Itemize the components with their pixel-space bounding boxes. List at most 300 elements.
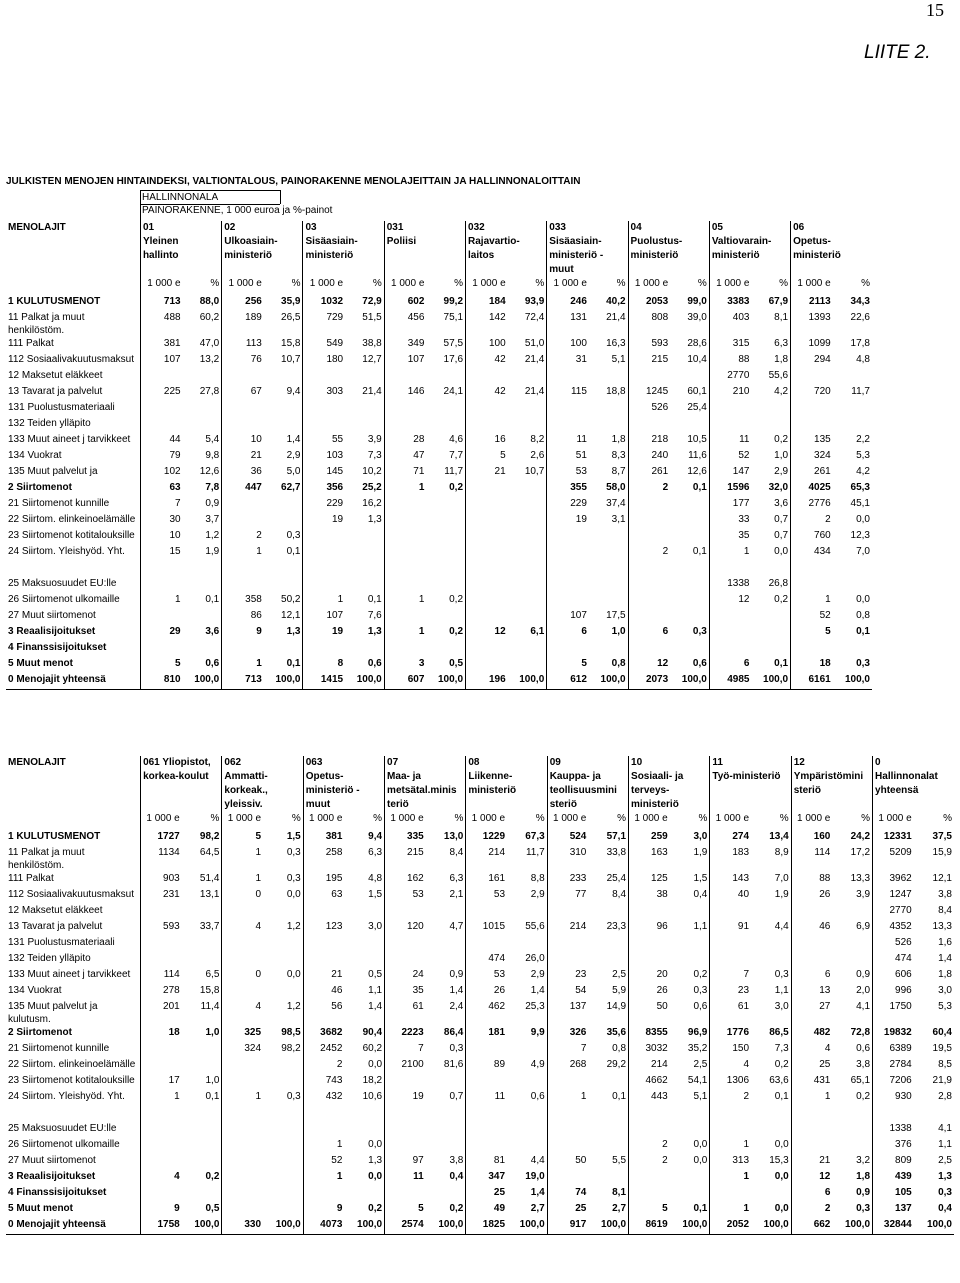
- percent-cell: [263, 1138, 303, 1154]
- value-cell: 713: [140, 295, 182, 311]
- column-header: Hallinnonalat: [873, 770, 954, 784]
- percent-cell: 8,3: [611, 450, 626, 461]
- value-cell: 760: [791, 529, 833, 545]
- value-cell: 18: [141, 1026, 182, 1042]
- percent-cell: 0,1: [692, 546, 707, 557]
- table-row: [6, 577, 872, 593]
- row-label: 131 Puolustusmateriaali: [6, 936, 141, 952]
- percent-cell: 0,1: [692, 482, 707, 493]
- value-cell: 1: [710, 1202, 751, 1218]
- value-cell: [141, 1106, 182, 1122]
- value-cell: 474: [466, 952, 507, 968]
- percent-cell: 6,9: [856, 921, 871, 932]
- table-row: [6, 337, 872, 353]
- value-cell: 1099: [791, 337, 833, 353]
- percent-cell: 0,0: [774, 1203, 789, 1214]
- table-row: [6, 311, 872, 337]
- value-cell: 102: [140, 465, 182, 481]
- percent-cell: [589, 529, 628, 545]
- value-cell: 482: [791, 1026, 832, 1042]
- percent-cell: [507, 936, 547, 952]
- table-row: [6, 1122, 954, 1138]
- value-cell: 3032: [629, 1042, 670, 1058]
- value-cell: 42: [466, 353, 508, 369]
- value-cell: 1338: [873, 1122, 914, 1138]
- percent-cell: 0,3: [286, 847, 301, 858]
- row-label: 24 Siirtom. Yleishyöd. Yht.: [6, 1090, 141, 1106]
- value-cell: [303, 577, 345, 593]
- value-cell: 2: [629, 1154, 670, 1170]
- percent-cell: 7,3: [367, 450, 382, 461]
- percent-cell: [508, 481, 547, 497]
- value-cell: 180: [303, 353, 345, 369]
- value-cell: [547, 1122, 588, 1138]
- column-header: 06: [791, 221, 872, 235]
- value-cell: 29: [140, 625, 182, 641]
- table-row: [6, 529, 872, 545]
- percent-cell: 2,9: [774, 466, 789, 477]
- percent-cell: 9,4: [286, 386, 301, 397]
- percent-cell: 0,3: [938, 1187, 952, 1198]
- value-cell: 9: [303, 1202, 344, 1218]
- row-label: 13 Tavarat ja palvelut: [6, 385, 140, 401]
- column-header: muut: [303, 798, 384, 812]
- value-cell: [140, 609, 182, 625]
- percent-cell: 1,5: [693, 873, 708, 884]
- value-cell: [709, 625, 751, 641]
- row-label: 12 Maksetut eläkkeet: [6, 904, 141, 920]
- percent-cell: 4,1: [938, 1123, 952, 1134]
- column-header: [873, 798, 954, 812]
- value-cell: [466, 609, 508, 625]
- percent-cell: 98,2: [199, 831, 220, 842]
- percent-cell: 100,0: [588, 1218, 628, 1235]
- value-cell: [629, 1122, 670, 1138]
- percent-cell: [588, 936, 628, 952]
- value-cell: [709, 609, 751, 625]
- percent-cell: 0,5: [449, 658, 464, 669]
- column-header: korkeak.,: [222, 784, 303, 798]
- column-header: yleissiv.: [222, 798, 303, 812]
- value-cell: 809: [873, 1154, 914, 1170]
- unit-label-percent: %: [210, 278, 220, 289]
- value-cell: 2452: [303, 1042, 344, 1058]
- value-cell: [547, 529, 589, 545]
- value-cell: 71: [384, 465, 426, 481]
- value-cell: 662: [791, 1218, 832, 1235]
- percent-cell: [751, 1186, 791, 1202]
- value-cell: 1: [140, 593, 182, 609]
- percent-cell: 27,8: [199, 386, 220, 397]
- value-cell: [303, 952, 344, 968]
- value-cell: 3682: [303, 1026, 344, 1042]
- value-cell: [628, 513, 670, 529]
- percent-cell: 72,4: [524, 312, 545, 323]
- row-label: 27 Muut siirtomenot: [6, 1154, 141, 1170]
- column-header: 07: [385, 756, 466, 770]
- value-cell: [466, 401, 508, 417]
- value-cell: [222, 401, 264, 417]
- value-cell: 313: [710, 1154, 751, 1170]
- percent-cell: [588, 1122, 628, 1138]
- percent-cell: 2,9: [286, 450, 301, 461]
- table-2: [6, 756, 954, 1235]
- value-cell: 1: [141, 1090, 182, 1106]
- percent-cell: 2,6: [530, 450, 545, 461]
- percent-cell: 0,6: [693, 1001, 708, 1012]
- value-cell: 356: [303, 481, 345, 497]
- corner-blank: [6, 235, 140, 249]
- percent-cell: [507, 904, 547, 920]
- percent-cell: 8,5: [938, 1059, 952, 1070]
- column-header: [140, 263, 221, 277]
- percent-cell: 4,1: [856, 1001, 871, 1012]
- value-cell: [385, 1074, 426, 1090]
- value-cell: 713: [222, 673, 264, 690]
- percent-cell: [588, 1170, 628, 1186]
- percent-cell: 3,9: [367, 434, 382, 445]
- percent-cell: 47,0: [199, 338, 220, 349]
- column-header: teollisuusmini: [547, 784, 628, 798]
- value-cell: 294: [791, 353, 833, 369]
- value-cell: [303, 936, 344, 952]
- unit-label-percent: %: [210, 813, 220, 824]
- percent-cell: 4,2: [774, 386, 789, 397]
- header-rule-top: [140, 190, 280, 191]
- value-cell: [222, 1154, 263, 1170]
- value-cell: 105: [873, 1186, 914, 1202]
- unit-label-percent: %: [291, 813, 301, 824]
- value-cell: [547, 1138, 588, 1154]
- unit-label-euro: 1 000 e: [709, 277, 751, 295]
- value-cell: 2: [710, 1090, 751, 1106]
- percent-cell: 5,3: [938, 1001, 952, 1012]
- percent-cell: [426, 1106, 466, 1122]
- percent-cell: 2,5: [612, 969, 627, 980]
- percent-cell: 11,4: [200, 1001, 220, 1012]
- value-cell: [628, 497, 670, 513]
- percent-cell: [588, 1138, 628, 1154]
- value-cell: 274: [710, 830, 751, 846]
- value-cell: 1: [791, 593, 833, 609]
- percent-cell: 5,1: [693, 1091, 708, 1102]
- column-header: terveys-: [629, 784, 710, 798]
- value-cell: 13: [791, 984, 832, 1000]
- value-cell: [141, 936, 182, 952]
- percent-cell: 13,3: [850, 873, 871, 884]
- value-cell: 125: [629, 872, 670, 888]
- value-cell: 210: [709, 385, 751, 401]
- value-cell: [466, 1138, 507, 1154]
- value-cell: [710, 1122, 751, 1138]
- percent-cell: 0,4: [938, 1203, 952, 1214]
- percent-cell: 0,0: [693, 1155, 708, 1166]
- percent-cell: 17,6: [443, 354, 464, 365]
- value-cell: 1: [222, 1090, 263, 1106]
- value-cell: 4: [141, 1170, 182, 1186]
- column-header: Sisäasiain-: [547, 235, 628, 249]
- percent-cell: 2,9: [530, 969, 545, 980]
- value-cell: 147: [709, 465, 751, 481]
- row-label: 25 Maksuosuudet EU:lle: [6, 577, 140, 593]
- value-cell: [628, 529, 670, 545]
- value-cell: [140, 577, 182, 593]
- value-cell: 11: [547, 433, 589, 449]
- column-header: [303, 263, 384, 277]
- table-row: [6, 1000, 954, 1026]
- percent-cell: 100,0: [751, 1218, 791, 1235]
- percent-cell: [751, 401, 790, 417]
- percent-cell: [264, 641, 303, 657]
- percent-cell: 26,8: [768, 578, 789, 589]
- value-cell: 123: [303, 920, 344, 936]
- percent-cell: [589, 593, 628, 609]
- percent-cell: [426, 609, 465, 625]
- percent-cell: 62,7: [281, 482, 301, 493]
- percent-cell: 17,8: [850, 338, 870, 349]
- value-cell: 15: [140, 545, 182, 561]
- value-cell: 12: [791, 1170, 832, 1186]
- value-cell: 11: [385, 1170, 426, 1186]
- value-cell: 8355: [629, 1026, 670, 1042]
- value-cell: 231: [141, 888, 182, 904]
- value-cell: 142: [466, 311, 508, 337]
- percent-cell: 0,0: [856, 514, 870, 525]
- value-cell: 19: [385, 1090, 426, 1106]
- percent-cell: 0,0: [774, 546, 789, 557]
- value-cell: 2: [628, 545, 670, 561]
- percent-cell: [833, 561, 872, 577]
- percent-cell: [263, 984, 303, 1000]
- percent-cell: 0,3: [692, 626, 707, 637]
- value-cell: 474: [873, 952, 914, 968]
- value-cell: [385, 904, 426, 920]
- percent-cell: 2,2: [856, 434, 870, 445]
- percent-cell: 35,9: [281, 296, 301, 307]
- value-cell: 6: [791, 1186, 832, 1202]
- percent-cell: 13,4: [769, 831, 789, 842]
- percent-cell: 1,4: [286, 434, 301, 445]
- row-label: 1 KULUTUSMENOT: [6, 295, 140, 311]
- column-header: [710, 784, 791, 798]
- value-cell: 63: [140, 481, 182, 497]
- table-1: [6, 221, 872, 690]
- value-cell: 1: [384, 593, 426, 609]
- value-cell: 21: [466, 465, 508, 481]
- percent-cell: [589, 401, 628, 417]
- value-cell: [791, 641, 833, 657]
- percent-cell: [588, 1106, 628, 1122]
- table-row: [6, 465, 872, 481]
- value-cell: [466, 1106, 507, 1122]
- percent-cell: 100,0: [182, 1218, 222, 1235]
- value-cell: 261: [628, 465, 670, 481]
- percent-cell: [263, 904, 303, 920]
- value-cell: [222, 577, 264, 593]
- value-cell: [709, 417, 751, 433]
- value-cell: [547, 417, 589, 433]
- percent-cell: [751, 1106, 791, 1122]
- value-cell: [384, 529, 426, 545]
- row-label: 5 Muut menot: [6, 657, 140, 673]
- percent-cell: 75,1: [443, 312, 464, 323]
- percent-cell: [751, 904, 791, 920]
- value-cell: [466, 904, 507, 920]
- unit-label-euro: 1 000 e: [628, 277, 670, 295]
- value-cell: [466, 513, 508, 529]
- value-cell: [222, 417, 264, 433]
- value-cell: 6389: [873, 1042, 914, 1058]
- value-cell: [547, 593, 589, 609]
- value-cell: [709, 641, 751, 657]
- value-cell: [303, 561, 345, 577]
- row-label: 133 Muut aineet j tarvikkeet: [6, 433, 140, 449]
- percent-cell: [183, 401, 222, 417]
- value-cell: 114: [141, 968, 182, 984]
- value-cell: 146: [384, 385, 426, 401]
- value-cell: [141, 1154, 182, 1170]
- value-cell: 5: [385, 1202, 426, 1218]
- percent-cell: 16,3: [606, 338, 626, 349]
- percent-cell: 1,8: [938, 969, 952, 980]
- value-cell: [629, 952, 670, 968]
- table-row: [6, 1026, 954, 1042]
- percent-cell: [670, 1186, 710, 1202]
- value-cell: 137: [873, 1202, 914, 1218]
- percent-cell: [263, 952, 303, 968]
- percent-cell: 7,0: [856, 546, 870, 557]
- value-cell: 196: [466, 673, 508, 690]
- column-header: 0: [873, 756, 954, 770]
- percent-cell: 0,1: [774, 1091, 789, 1102]
- percent-cell: 1,9: [774, 889, 789, 900]
- percent-cell: [426, 369, 465, 385]
- value-cell: 24: [385, 968, 426, 984]
- percent-cell: 3,6: [774, 498, 789, 509]
- percent-cell: 10,4: [687, 354, 707, 365]
- unit-label-percent: %: [616, 278, 626, 289]
- percent-cell: 93,9: [524, 296, 545, 307]
- percent-cell: [345, 417, 384, 433]
- value-cell: 9: [222, 625, 264, 641]
- table-row: [6, 846, 954, 872]
- value-cell: 100: [466, 337, 508, 353]
- value-cell: 6161: [791, 673, 833, 690]
- table-row: [6, 401, 872, 417]
- percent-cell: 11,6: [688, 450, 707, 461]
- row-label: 26 Siirtomenot ulkomaille: [6, 593, 140, 609]
- value-cell: [466, 481, 508, 497]
- percent-cell: [588, 1074, 628, 1090]
- value-cell: [303, 401, 345, 417]
- percent-cell: 45,1: [850, 498, 870, 509]
- percent-cell: 17,2: [850, 847, 871, 858]
- percent-cell: 11,7: [525, 847, 545, 858]
- row-label: 5 Muut menot: [6, 1202, 141, 1218]
- column-header: 031: [384, 221, 465, 235]
- value-cell: 225: [140, 385, 182, 401]
- table-row: [6, 433, 872, 449]
- percent-cell: 0,6: [205, 658, 220, 669]
- percent-cell: 0,0: [368, 1171, 383, 1182]
- document-title: JULKISTEN MENOJEN HINTAINDEKSI, VALTIONTALOUS, PAINORAKENNE MENOLAJEITTAIN JA HALLINNONALOITTAIN: [6, 176, 581, 187]
- value-cell: 2: [629, 1138, 670, 1154]
- percent-cell: 0,3: [774, 969, 789, 980]
- percent-cell: 29,2: [606, 1059, 627, 1070]
- value-cell: 2052: [710, 1218, 751, 1235]
- column-header: ministeriö: [628, 249, 709, 263]
- unit-label-euro: 1 000 e: [140, 277, 182, 295]
- percent-cell: [426, 1186, 466, 1202]
- percent-cell: 0,2: [856, 1091, 871, 1102]
- percent-cell: [345, 577, 384, 593]
- percent-cell: 1,1: [938, 1139, 952, 1150]
- row-label: 23 Siirtomenot kotitalouksille: [6, 529, 140, 545]
- percent-cell: 0,2: [693, 969, 708, 980]
- percent-cell: 1,2: [286, 921, 301, 932]
- unit-label-euro: 1 000 e: [303, 277, 345, 295]
- value-cell: 38: [629, 888, 670, 904]
- percent-cell: [182, 904, 222, 920]
- percent-cell: 12,7: [362, 354, 382, 365]
- value-cell: 743: [303, 1074, 344, 1090]
- value-cell: 35: [385, 984, 426, 1000]
- value-cell: 50: [629, 1000, 670, 1026]
- percent-cell: 1,4: [530, 1187, 545, 1198]
- percent-cell: [751, 1122, 791, 1138]
- value-cell: 4: [710, 1058, 751, 1074]
- percent-cell: 0,3: [449, 1043, 464, 1054]
- column-header: Valtiovarain-: [709, 235, 790, 249]
- percent-cell: 5,9: [612, 985, 627, 996]
- row-label: 131 Puolustusmateriaali: [6, 401, 140, 417]
- unit-label-euro: 1 000 e: [222, 277, 264, 295]
- value-cell: 381: [303, 830, 344, 846]
- row-label: 0 Menojajit yhteensä: [6, 1218, 141, 1235]
- table-row: [6, 1042, 954, 1058]
- percent-cell: 0,9: [856, 1187, 871, 1198]
- unit-label-euro: 1 000 e: [141, 812, 182, 830]
- value-cell: 1750: [873, 1000, 914, 1026]
- row-label: 13 Tavarat ja palvelut: [6, 920, 141, 936]
- percent-cell: [344, 904, 384, 920]
- value-cell: 1: [384, 625, 426, 641]
- value-cell: [303, 1122, 344, 1138]
- value-cell: 137: [547, 1000, 588, 1026]
- corner-blank: [6, 263, 140, 277]
- column-header: ministeriö -: [547, 249, 628, 263]
- percent-cell: [508, 529, 547, 545]
- percent-cell: 0,3: [693, 985, 708, 996]
- percent-cell: [263, 1202, 303, 1218]
- row-label: 22 Siirtom. elinkeinoelämälle: [6, 1058, 141, 1074]
- value-cell: 135: [791, 433, 833, 449]
- unit-label-percent: %: [291, 278, 301, 289]
- value-cell: [140, 561, 182, 577]
- percent-cell: [183, 369, 222, 385]
- column-header: Työ-ministeriö: [710, 770, 791, 784]
- value-cell: [466, 577, 508, 593]
- value-cell: [222, 561, 264, 577]
- value-cell: 246: [547, 295, 589, 311]
- percent-cell: 1,1: [693, 921, 708, 932]
- percent-cell: [263, 1074, 303, 1090]
- percent-cell: 1,4: [530, 985, 545, 996]
- column-header: [791, 798, 872, 812]
- percent-cell: 13,1: [199, 889, 220, 900]
- row-label: 134 Vuokrat: [6, 449, 140, 465]
- value-cell: 325: [222, 1026, 263, 1042]
